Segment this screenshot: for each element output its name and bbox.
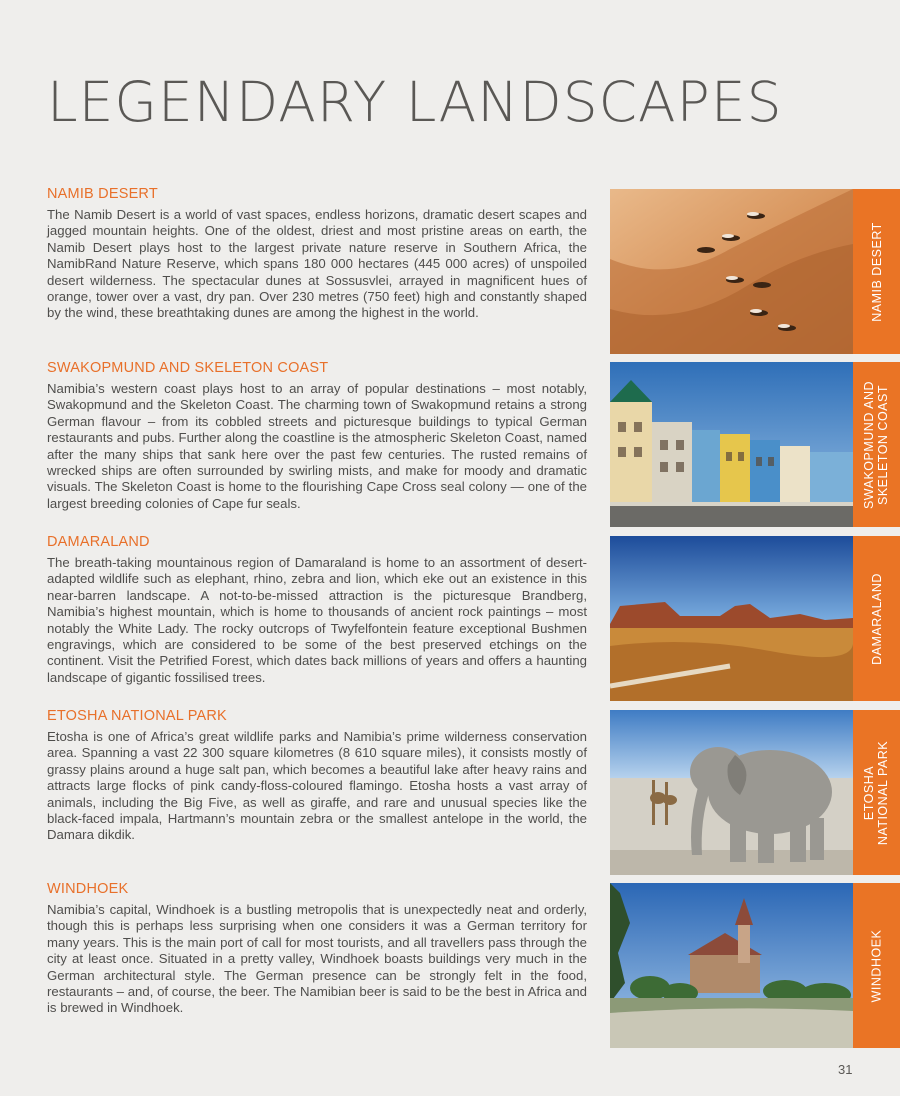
section-body: Namibia’s western coast plays host to an array of popular destinations – most notably, Swakopmund and the Skeleton Coast. The charming town of Swakopmund retains a strong German flavour – from its cobbled streets and picturesque buildings to typical German restaurants and pubs. Further along the coastline is the atmospheric Skeleton Coast, named after the many ships that sank here over the past few centuries. The rusted remains of wrecked ships are often surrounded by swirling mists, and make for moody and dramatic visuals. The Skeleton Coast is home to the flourishing Cape Cross seal colony — one of the largest breeding colonies of Cape fur seals. xyxy=(47,381,587,511)
tab-label: NAMIB DESERT xyxy=(869,221,884,322)
tab-etosha xyxy=(853,710,900,875)
section-etosha xyxy=(47,708,587,844)
section-heading: NAMIB DESERT xyxy=(47,186,158,202)
tab-label-line2: NATIONAL PARK xyxy=(876,740,891,845)
section-heading: DAMARALAND xyxy=(47,534,150,550)
tab-label: WINDHOEK xyxy=(869,929,884,1002)
section-body: Namibia’s capital, Windhoek is a bustling metropolis that is unexpectedly neat and orderly, though this is perhaps less surprising when one considers it was a German territory for many years. This is the main port of call for most tourists, and all travellers pass through the city at least once. Situated in a pretty valley, Windhoek boasts buildings very much in the German architectural style. The German presence can be strongly felt in the food, restaurants – and, of course, the beer. The Namibian beer is said to be the best in Africa and is brewed in Windhoek. xyxy=(47,902,587,1016)
page-title: LEGENDARY LANDSCAPES xyxy=(47,70,783,134)
page-number: 31 xyxy=(838,1062,853,1077)
damaraland-photo xyxy=(610,536,853,701)
section-namib-desert xyxy=(47,186,587,322)
section-damaraland xyxy=(47,534,587,686)
tab-swakopmund xyxy=(853,362,900,527)
tab-namib-desert xyxy=(853,189,900,354)
section-body: The breath-taking mountainous region of Damaraland is home to an assortment of desert-adapted wildlife such as elephant, rhino, zebra and lion, which eke out an existence in this near-barren landscape. A not-to-be-missed attraction is the picturesque Brandberg, Namibia’s highest mountain, which is home to thousands of ancient rock paintings – most notably the White Lady. The rocky outcrops of Twyfelfontein feature exceptional Bushmen engravings, which are considered to be some of the best preserved etchings on the continent. Visit the Petrified Forest, which dates back millions of years and offers a haunting landscape of gigantic fossilised trees. xyxy=(47,555,587,685)
tab-label-line2: SKELETON COAST xyxy=(876,384,891,505)
tab-damaraland xyxy=(853,536,900,701)
namib-desert-photo xyxy=(610,189,853,354)
section-body: Etosha is one of Africa’s great wildlife parks and Namibia’s prime wilderness conservation area. Spanning a vast 22 300 square kilometres (8 610 square miles), it consists mostly of grassy plains around a huge salt pan, which becomes a beautiful lake after heavy rains and attracts large flocks of pink candy-floss-coloured flamingo. Etosha hosts a vast array of animals, including the Big Five, as well as giraffe, and rare and unusual species like the black-faced impala, Hartmann’s mountain zebra or the smallest antelope in the world, the Damara dikdik. xyxy=(47,729,587,843)
section-heading: WINDHOEK xyxy=(47,881,129,897)
etosha-photo xyxy=(610,710,853,875)
tab-label-line1: SWAKOPMUND AND xyxy=(862,380,877,509)
windhoek-photo xyxy=(610,883,853,1048)
tab-label: DAMARALAND xyxy=(869,572,884,665)
tab-label-line1: ETOSHA xyxy=(862,765,877,820)
section-heading: SWAKOPMUND AND SKELETON COAST xyxy=(47,360,329,376)
section-windhoek xyxy=(47,881,587,1017)
tab-windhoek xyxy=(853,883,900,1048)
swakopmund-photo xyxy=(610,362,853,527)
section-heading: ETOSHA NATIONAL PARK xyxy=(47,708,227,724)
section-body: The Namib Desert is a world of vast spaces, endless horizons, dramatic desert scapes and jagged mountain heights. One of the oldest, driest and most pristine areas on earth, the Namib Desert plays host to the largest private nature reserve in Southern Africa, the NamibRand Nature Reserve, which spans 180 000 hectares (445 000 acres) of unspoiled desert wilderness. The spectacular dunes at Sossusvlei, arrayed in magnificent hues of orange, tower over a vast, dry pan. Over 230 metres (750 feet) high and constantly shaped by the wind, these breathtaking dunes are among the highest in the world. xyxy=(47,207,587,321)
section-swakopmund xyxy=(47,360,587,512)
